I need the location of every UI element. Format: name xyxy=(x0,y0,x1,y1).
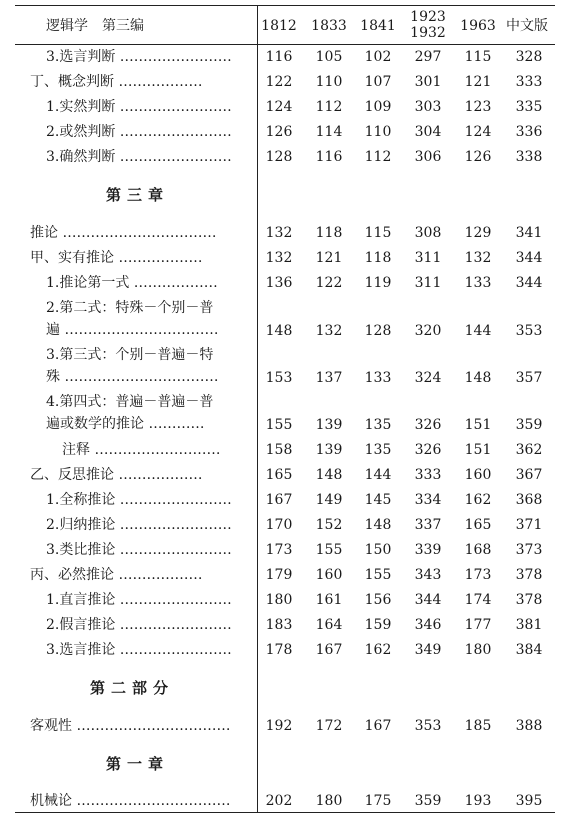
page-number-cell: 344 xyxy=(515,250,543,266)
page-number-cell: 297 xyxy=(414,49,442,65)
page-number-cell: 326 xyxy=(414,442,442,458)
page-number-cell: 161 xyxy=(315,592,343,608)
page-number-cell: 102 xyxy=(364,49,392,65)
toc-entry-label: 3.确然判断 …………………… xyxy=(46,149,232,165)
page-number-cell: 162 xyxy=(464,492,492,508)
toc-entry-label: 3.选言判断 …………………… xyxy=(46,49,232,65)
page-number-cell: 357 xyxy=(515,370,543,386)
toc-entry-label: 客观性 …………………………… xyxy=(30,718,231,734)
section-heading: 第一章 xyxy=(106,755,170,773)
page-number-cell: 179 xyxy=(265,567,293,583)
toc-entry-label: 甲、实有推论 ……………… xyxy=(30,250,203,266)
page-number-cell: 167 xyxy=(265,492,293,508)
page-number-cell: 162 xyxy=(364,642,392,658)
header-col-1812: 1812 xyxy=(261,18,297,34)
page-number-cell: 183 xyxy=(265,617,293,633)
table-top-rule xyxy=(15,5,555,6)
page-number-cell: 126 xyxy=(464,149,492,165)
page-number-cell: 128 xyxy=(265,149,293,165)
page-number-cell: 151 xyxy=(464,442,492,458)
page-number-cell: 175 xyxy=(364,793,392,809)
page-number-cell: 164 xyxy=(315,617,343,633)
page-number-cell: 341 xyxy=(515,225,543,241)
page-number-cell: 202 xyxy=(265,793,293,809)
page-number-cell: 353 xyxy=(414,718,442,734)
page-number-cell: 320 xyxy=(414,323,442,339)
page-number-cell: 149 xyxy=(315,492,343,508)
page-number-cell: 121 xyxy=(464,74,492,90)
page-number-cell: 139 xyxy=(315,442,343,458)
toc-entry-label: 1.推论第一式 ……………… xyxy=(46,275,218,291)
page-number-cell: 367 xyxy=(515,467,543,483)
page-number-cell: 158 xyxy=(265,442,293,458)
page-number-cell: 150 xyxy=(364,542,392,558)
header-col-chinese: 中文版 xyxy=(506,18,548,34)
page-number-cell: 174 xyxy=(464,592,492,608)
page-number-cell: 159 xyxy=(364,617,392,633)
page-number-cell: 180 xyxy=(265,592,293,608)
table-bottom-rule xyxy=(15,812,555,813)
toc-entry-label-continued: 遍 …………………………… xyxy=(46,322,219,338)
page-number-cell: 388 xyxy=(515,718,543,734)
page-number-cell: 128 xyxy=(364,323,392,339)
page-number-cell: 148 xyxy=(315,467,343,483)
page-number-cell: 359 xyxy=(515,417,543,433)
toc-entry-label: 丙、必然推论 ……………… xyxy=(30,567,203,583)
page-number-cell: 384 xyxy=(515,642,543,658)
page-number-cell: 122 xyxy=(265,74,293,90)
page-number-cell: 145 xyxy=(364,492,392,508)
page-number-cell: 192 xyxy=(265,718,293,734)
page-number-cell: 155 xyxy=(265,417,293,433)
header-col-1923: 1923 xyxy=(410,9,446,25)
toc-entry-label: 2.或然判断 …………………… xyxy=(46,124,232,140)
toc-entry-label: 1.实然判断 …………………… xyxy=(46,99,232,115)
page-number-cell: 378 xyxy=(515,567,543,583)
page-number-cell: 148 xyxy=(464,370,492,386)
page-number-cell: 301 xyxy=(414,74,442,90)
page-number-cell: 343 xyxy=(414,567,442,583)
page-number-cell: 114 xyxy=(315,124,343,140)
page-number-cell: 133 xyxy=(464,275,492,291)
page-number-cell: 344 xyxy=(515,275,543,291)
page-number-cell: 368 xyxy=(515,492,543,508)
page-number-cell: 148 xyxy=(265,323,293,339)
toc-entry-label: 机械论 …………………………… xyxy=(30,793,231,809)
page-number-cell: 152 xyxy=(315,517,343,533)
section-heading: 第二部分 xyxy=(90,679,175,697)
page-number-cell: 304 xyxy=(414,124,442,140)
page-number-cell: 137 xyxy=(315,370,343,386)
toc-entry-label: 1.全称推论 …………………… xyxy=(46,492,232,508)
toc-entry-label: 2.第二式：特殊－个别－普 xyxy=(46,300,214,316)
page-number-cell: 160 xyxy=(315,567,343,583)
page-number-cell: 180 xyxy=(315,793,343,809)
toc-entry-label: 4.第四式：普遍－普遍－普 xyxy=(46,394,214,410)
toc-entry-label: 3.类比推论 …………………… xyxy=(46,542,232,558)
page-number-cell: 153 xyxy=(265,370,293,386)
page-number-cell: 124 xyxy=(464,124,492,140)
page-number-cell: 349 xyxy=(414,642,442,658)
page-number-cell: 353 xyxy=(515,323,543,339)
page-number-cell: 326 xyxy=(414,417,442,433)
page-number-cell: 148 xyxy=(364,517,392,533)
page-number-cell: 395 xyxy=(515,793,543,809)
page-number-cell: 165 xyxy=(265,467,293,483)
page-number-cell: 333 xyxy=(414,467,442,483)
page-number-cell: 135 xyxy=(364,442,392,458)
page-number-cell: 185 xyxy=(464,718,492,734)
page-number-cell: 378 xyxy=(515,592,543,608)
page-number-cell: 177 xyxy=(464,617,492,633)
page-number-cell: 116 xyxy=(265,49,293,65)
toc-entry-label-continued: 殊 …………………………… xyxy=(46,369,219,385)
page-number-cell: 115 xyxy=(464,49,492,65)
page-number-cell: 381 xyxy=(515,617,543,633)
toc-entry-label: 乙、反思推论 ……………… xyxy=(30,467,203,483)
page-number-cell: 311 xyxy=(414,275,442,291)
page-number-cell: 334 xyxy=(414,492,442,508)
page-number-cell: 112 xyxy=(315,99,343,115)
page-number-cell: 112 xyxy=(364,149,392,165)
header-col-1932: 1932 xyxy=(410,25,446,41)
page-number-cell: 107 xyxy=(364,74,392,90)
toc-entry-label: 丁、概念判断 ……………… xyxy=(30,74,203,90)
toc-entry-label: 1.直言推论 …………………… xyxy=(46,592,232,608)
page-number-cell: 165 xyxy=(464,517,492,533)
toc-entry-label: 3.选言推论 …………………… xyxy=(46,642,232,658)
page-number-cell: 151 xyxy=(464,417,492,433)
page-number-cell: 337 xyxy=(414,517,442,533)
page-number-cell: 115 xyxy=(364,225,392,241)
page-number-cell: 180 xyxy=(464,642,492,658)
page-number-cell: 308 xyxy=(414,225,442,241)
page-number-cell: 119 xyxy=(364,275,392,291)
page-number-cell: 118 xyxy=(364,250,392,266)
page-number-cell: 122 xyxy=(315,275,343,291)
page-number-cell: 124 xyxy=(265,99,293,115)
header-title: 逻辑学 第三编 xyxy=(46,18,144,34)
page-number-cell: 359 xyxy=(414,793,442,809)
header-col-1841: 1841 xyxy=(360,18,396,34)
page-number-cell: 328 xyxy=(515,49,543,65)
page-number-cell: 133 xyxy=(364,370,392,386)
toc-entry-label-continued: 遍或数学的推论 ………… xyxy=(46,416,205,432)
page-number-cell: 193 xyxy=(464,793,492,809)
page-number-cell: 346 xyxy=(414,617,442,633)
page-number-cell: 129 xyxy=(464,225,492,241)
page-number-cell: 173 xyxy=(464,567,492,583)
page-number-cell: 167 xyxy=(364,718,392,734)
page-number-cell: 118 xyxy=(315,225,343,241)
page-number-cell: 121 xyxy=(315,250,343,266)
page-number-cell: 116 xyxy=(315,149,343,165)
toc-entry-label: 注释 ……………………… xyxy=(62,442,221,458)
page-number-cell: 132 xyxy=(464,250,492,266)
page-number-cell: 144 xyxy=(464,323,492,339)
page-number-cell: 156 xyxy=(364,592,392,608)
page-number-cell: 105 xyxy=(315,49,343,65)
page-number-cell: 110 xyxy=(315,74,343,90)
page-number-cell: 311 xyxy=(414,250,442,266)
page-number-cell: 136 xyxy=(265,275,293,291)
toc-entry-label: 2.假言推论 …………………… xyxy=(46,617,232,633)
page-number-cell: 362 xyxy=(515,442,543,458)
table-header-rule xyxy=(15,44,555,45)
toc-entry-label: 3.第三式：个别－普遍－特 xyxy=(46,347,214,363)
page-number-cell: 335 xyxy=(515,99,543,115)
header-col-1833: 1833 xyxy=(311,18,347,34)
page-number-cell: 109 xyxy=(364,99,392,115)
page-number-cell: 132 xyxy=(265,225,293,241)
page-number-cell: 126 xyxy=(265,124,293,140)
page-number-cell: 135 xyxy=(364,417,392,433)
page-number-cell: 172 xyxy=(315,718,343,734)
page-number-cell: 168 xyxy=(464,542,492,558)
page-number-cell: 178 xyxy=(265,642,293,658)
page-number-cell: 306 xyxy=(414,149,442,165)
page-number-cell: 371 xyxy=(515,517,543,533)
page-number-cell: 339 xyxy=(414,542,442,558)
page-number-cell: 155 xyxy=(315,542,343,558)
page-number-cell: 338 xyxy=(515,149,543,165)
page-number-cell: 333 xyxy=(515,74,543,90)
page-number-cell: 155 xyxy=(364,567,392,583)
page-number-cell: 160 xyxy=(464,467,492,483)
section-heading: 第三章 xyxy=(106,186,170,204)
toc-entry-label: 2.归纳推论 …………………… xyxy=(46,517,232,533)
page-number-cell: 144 xyxy=(364,467,392,483)
header-col-1963: 1963 xyxy=(460,18,496,34)
page-number-cell: 132 xyxy=(265,250,293,266)
page-number-cell: 173 xyxy=(265,542,293,558)
page-number-cell: 132 xyxy=(315,323,343,339)
page-number-cell: 303 xyxy=(414,99,442,115)
page-number-cell: 170 xyxy=(265,517,293,533)
page-number-cell: 123 xyxy=(464,99,492,115)
page-number-cell: 373 xyxy=(515,542,543,558)
page-number-cell: 336 xyxy=(515,124,543,140)
page-number-cell: 344 xyxy=(414,592,442,608)
toc-entry-label: 推论 …………………………… xyxy=(30,225,217,241)
page-number-cell: 110 xyxy=(364,124,392,140)
page-number-cell: 324 xyxy=(414,370,442,386)
page-number-cell: 139 xyxy=(315,417,343,433)
page-number-cell: 167 xyxy=(315,642,343,658)
